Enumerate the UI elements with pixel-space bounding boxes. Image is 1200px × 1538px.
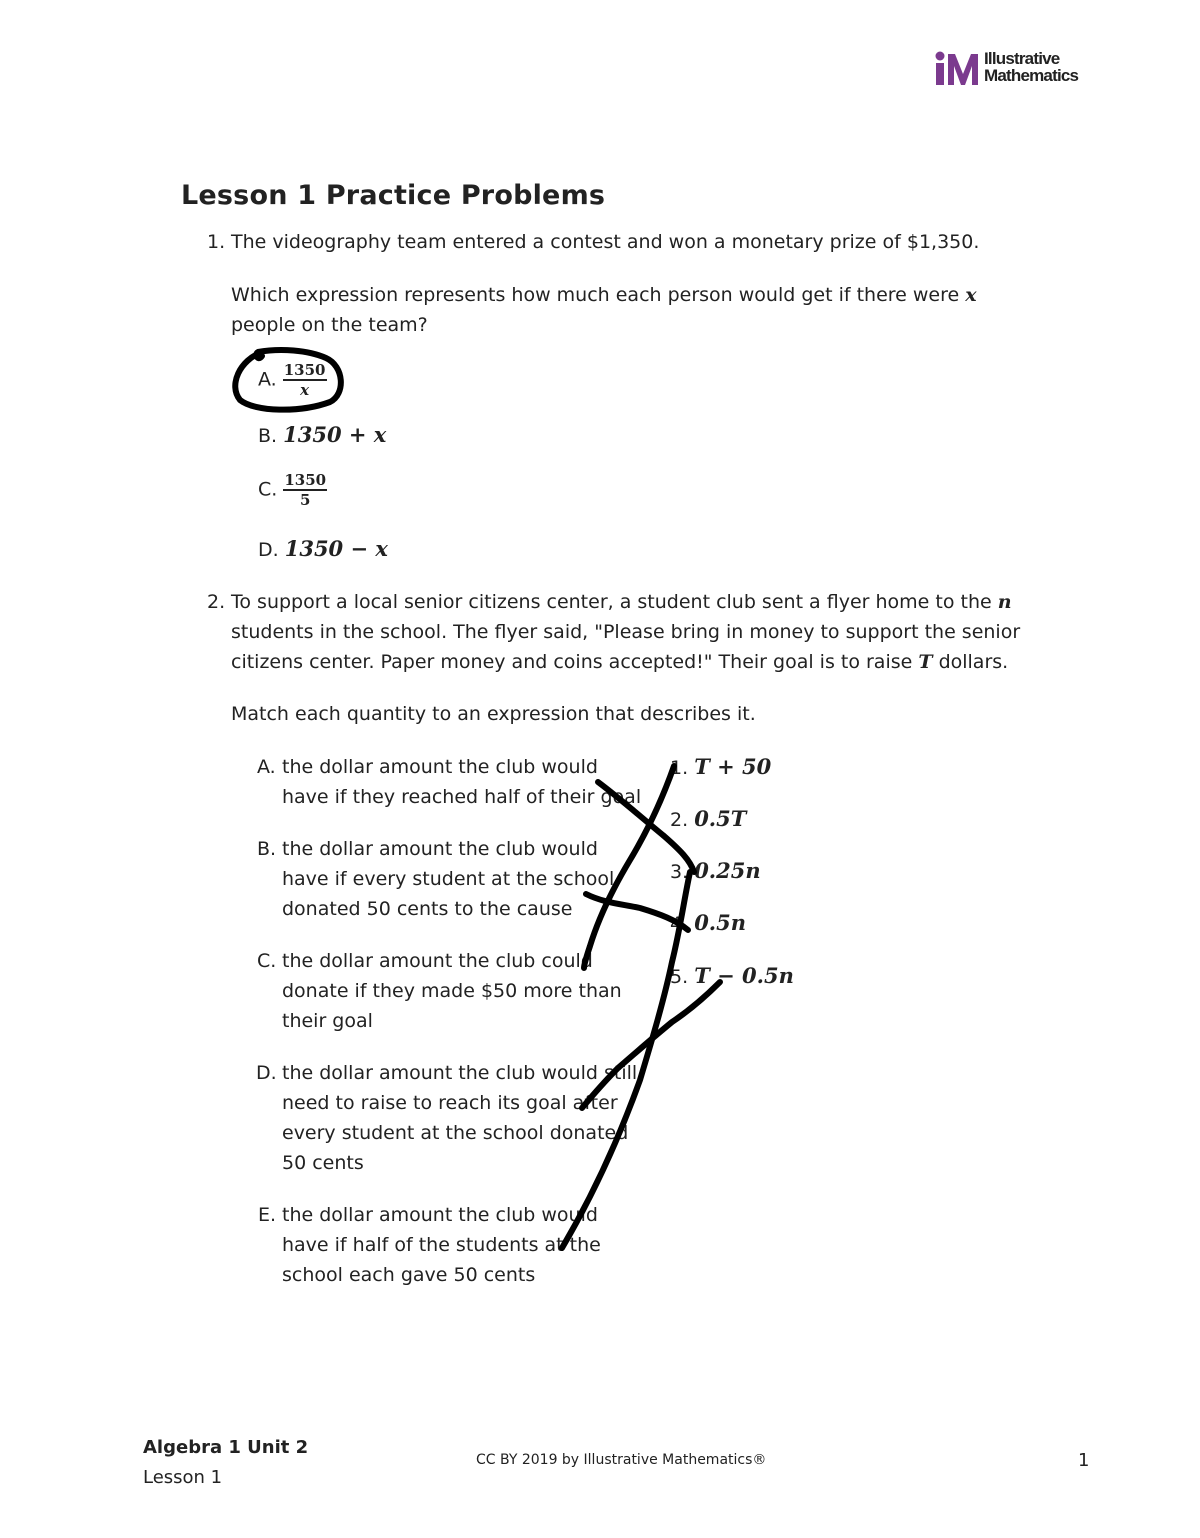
q2-quantity-d-line-1: the dollar amount the club would still: [282, 1062, 638, 1084]
logo-line-1: Illustrative: [984, 49, 1060, 68]
q1-prompt-line-2: people on the team?: [231, 314, 428, 336]
q1-number: 1.: [207, 231, 226, 253]
q2-quantity-c-line-2: donate if they made $50 more than: [282, 980, 622, 1002]
q2-variable-t: T: [918, 651, 933, 673]
logo-wordmark: [984, 50, 1078, 84]
page-title: Lesson 1 Practice Problems: [181, 180, 606, 211]
q2-expression-2-value: 0.5T: [694, 806, 747, 831]
q2-quantity-c-line-1: the dollar amount the club could: [282, 950, 593, 972]
q1-option-d-expression: 1350 − x: [284, 536, 388, 561]
q2-expression-5[interactable]: [670, 961, 794, 992]
footer-course-info: [143, 1433, 308, 1493]
q2-quantity-a-line-2: have if they reached half of their goal: [282, 786, 642, 808]
q2-quantity-d-line-2: need to raise to reach its goal after: [282, 1092, 618, 1114]
q1-option-b-letter: B.: [258, 425, 278, 447]
q2-quantity-b-letter: B.: [257, 838, 277, 860]
q2-quantity-c-letter: C.: [257, 950, 277, 972]
q2-quantity-a-letter: A.: [257, 756, 276, 778]
q2-quantity-b-line-1: the dollar amount the club would: [282, 838, 598, 860]
q1-stem: The videography team entered a contest and won a monetary prize of $1,350.: [231, 231, 980, 253]
q2-expression-4[interactable]: [670, 908, 746, 939]
q2-quantity-d-line-4: 50 cents: [282, 1152, 364, 1174]
footer-license: CC BY 2019 by Illustrative Mathematics®: [476, 1452, 767, 1468]
im-logo-mark-icon: [934, 50, 980, 86]
q2-expression-4-number: 4.: [670, 913, 689, 935]
q2-expression-1-value: T + 50: [694, 754, 772, 779]
q2-expression-2[interactable]: [670, 804, 746, 835]
q2-expression-1[interactable]: [670, 752, 771, 783]
q1-option-a-denominator: x: [300, 381, 310, 399]
q2-variable-n: n: [997, 591, 1012, 613]
q2-quantity-d-line-3: every student at the school donated: [282, 1122, 629, 1144]
footer-lesson: Lesson 1: [143, 1467, 223, 1488]
logo-line-2: Mathematics: [984, 66, 1079, 85]
q2-number: 2.: [207, 591, 226, 613]
q1-option-b-expression: 1350 + x: [283, 422, 387, 447]
q2-expression-3[interactable]: [670, 856, 761, 887]
illustrative-mathematics-logo: [934, 50, 1094, 90]
q2-instruction: Match each quantity to an expression that describes it.: [231, 703, 756, 725]
q1-prompt-text: Which expression represents how much each person would get if there were: [231, 284, 960, 306]
q2-stem-line-1: [231, 587, 1012, 617]
q2-expression-4-value: 0.5n: [694, 910, 746, 935]
q2-stem-line-1-text: To support a local senior citizens center, a student club sent a flyer home to the: [231, 591, 992, 613]
q2-expression-3-value: 0.25n: [694, 858, 761, 883]
q1-option-a-letter: A.: [258, 368, 277, 391]
q2-quantity-c-line-3: their goal: [282, 1010, 373, 1032]
q1-option-a-numerator: 1350: [283, 361, 326, 379]
q1-option-c[interactable]: [258, 472, 327, 508]
q2-stem-line-3: [231, 647, 1008, 677]
q1-option-c-denominator: 5: [300, 491, 311, 509]
q1-option-b[interactable]: [258, 420, 386, 451]
footer-course: Algebra 1 Unit 2: [143, 1437, 309, 1458]
q2-quantity-e-letter: E.: [258, 1204, 277, 1226]
q2-stem-line-3-text: citizens center. Paper money and coins accepted!" Their goal is to raise: [231, 651, 913, 673]
q1-prompt-line-1: [231, 280, 977, 310]
q1-option-c-fraction: [283, 472, 327, 508]
q2-quantity-b-line-2: have if every student at the school: [282, 868, 615, 890]
q2-expression-3-number: 3.: [670, 861, 689, 883]
q2-stem-line-3-end: dollars.: [938, 651, 1009, 673]
q2-expression-5-number: 5.: [670, 966, 689, 988]
q1-option-a-fraction: [283, 362, 327, 398]
footer-page-number: 1: [1078, 1450, 1090, 1471]
q2-quantity-d-letter: D.: [256, 1062, 277, 1084]
q1-option-d[interactable]: [258, 534, 388, 565]
q2-quantity-a-line-1: the dollar amount the club would: [282, 756, 598, 778]
q1-prompt-variable: x: [965, 284, 977, 306]
q2-expression-1-number: 1.: [670, 757, 689, 779]
q1-option-d-letter: D.: [258, 539, 279, 561]
q2-quantity-e-line-3: school each gave 50 cents: [282, 1264, 536, 1286]
q2-quantity-e-line-1: the dollar amount the club would: [282, 1204, 598, 1226]
q2-quantity-e-line-2: have if half of the students at the: [282, 1234, 601, 1256]
q2-stem-line-2: students in the school. The flyer said, "Please bring in money to support the senior: [231, 621, 1021, 643]
q1-option-a[interactable]: [258, 362, 327, 398]
q2-quantity-b-line-3: donated 50 cents to the cause: [282, 898, 573, 920]
q2-expression-5-value: T − 0.5n: [694, 963, 794, 988]
q1-option-c-numerator: 1350: [284, 471, 327, 489]
q1-option-c-letter: C.: [258, 478, 278, 501]
q2-expression-2-number: 2.: [670, 809, 689, 831]
